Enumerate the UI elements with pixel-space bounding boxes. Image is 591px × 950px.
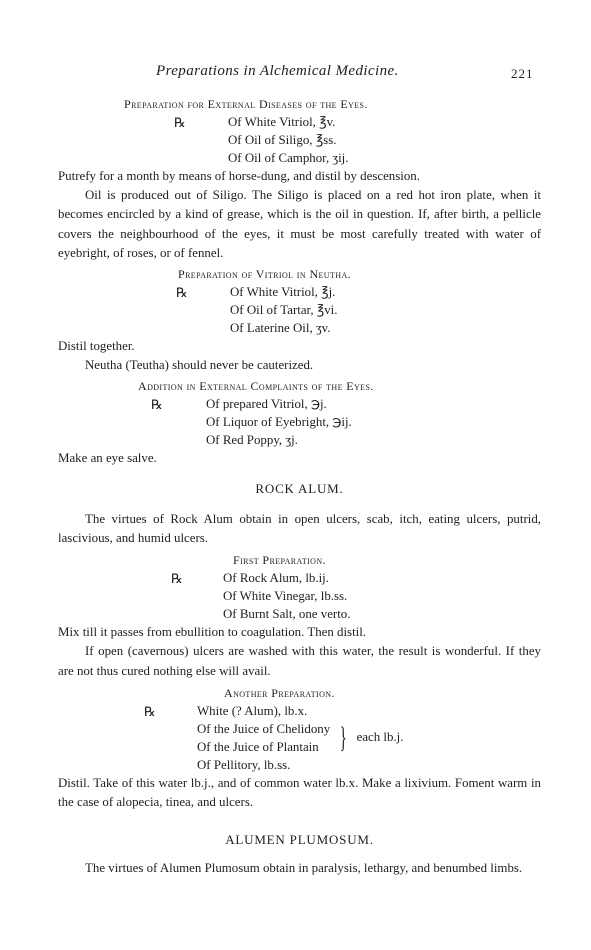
recipe-symbol: ℞ [174,115,186,130]
ingredient-line: Of Burnt Salt, one verto. [223,607,351,622]
first-recipe [171,569,541,623]
eyes-heading: Preparation for External Diseases of the Eyes. [124,97,368,111]
each-quantity: each lb.j. [356,730,404,745]
ingredient-line: Of Rock Alum, lb.ij. [223,571,329,586]
neutha-note: Neutha (Teutha) should never be cauterized. [85,358,314,373]
alumen-plumosum-paragraph: The virtues of Alumen Plumosum obtain in paralysis, lethargy, and benumbed limbs. [85,861,523,876]
recipe-symbol: ℞ [144,703,156,719]
addition-instruction: Make an eye salve. [58,451,157,466]
recipe-symbol: ℞ [151,397,163,413]
first-preparation-heading: First Preparation. [233,553,326,568]
brace-symbol: } [339,720,347,754]
ingredient-line: Of White Vitriol, ℥j. [230,285,336,300]
another-preparation-heading: Another Preparation. [224,685,335,700]
ingredient-line: Of Laterine Oil, ʒv. [230,321,331,336]
page-header [0,62,591,84]
ingredient-line: Of the Juice of Plantain [197,739,319,754]
page-number: 221 [511,66,534,81]
rock-alum-title: ROCK ALUM. [255,480,344,496]
page-body [58,95,541,879]
vitriol-recipe [176,283,541,337]
ingredient-line: Of White Vinegar, lb.ss. [223,589,348,604]
distil-paragraph: Distil. Take of this water lb.j., and of common water lb.x. Make a lixivium. Foment warm in the case of alopecia, tinea, and ulcers. [58,775,541,810]
ingredient-line: Of White Vitriol, ℥v. [228,115,336,129]
ingredient-line: Of Pellitory, lb.ss. [197,757,291,772]
ingredient-line: Of Oil of Tartar, ℥vi. [230,303,338,318]
addition-recipe [151,395,541,449]
running-head: Preparations in Alchemical Medicine. [156,63,399,79]
ingredient-line: Of Liquor of Eyebright, ℈ij. [206,415,352,430]
oil-paragraph: Oil is produced out of Siligo. The Siligo is placed on a red hot iron plate, when it becomes encircled by a kind of grease, which is the oil in question. If, after birth, a pellicle covers the neighbourhood of the eyes, it must be most carefully treated with water of eyebright, of roses, or of fennel. [58,188,541,260]
recipe-symbol: ℞ [171,571,183,587]
cavernous-paragraph: If open (cavernous) ulcers are washed with this water, the result is wonderful. If they are not thus cured nothing else will avail. [58,644,541,678]
eyes-instruction: Putrefy for a month by means of horse-dung, and distil by descension. [58,169,420,183]
alumen-plumosum-title: ALUMEN PLUMOSUM. [225,832,374,848]
ingredient-line: Of the Juice of Chelidony [197,721,331,736]
addition-heading: Addition in External Complaints of the Eyes. [138,379,374,394]
ingredient-line: Of Oil of Camphor, ʒij. [228,151,349,165]
first-instruction: Mix till it passes from ebullition to coagulation. Then distil. [58,625,367,640]
ingredient-line: Of Oil of Siligo, ℥ss. [228,133,337,147]
recipe-symbol: ℞ [176,285,188,301]
another-recipe [144,702,541,774]
ingredient-line: Of Red Poppy, ʒj. [206,433,298,448]
rock-alum-paragraph: The virtues of Rock Alum obtain in open ulcers, scab, itch, eating ulcers, putrid, lascivious, and humid ulcers. [58,511,541,546]
ingredient-line: Of prepared Vitriol, ℈j. [206,397,327,412]
vitriol-heading: Preparation of Vitriol in Neutha. [178,267,352,282]
eyes-recipe [174,113,541,167]
ingredient-line: White (? Alum), lb.x. [197,703,308,718]
vitriol-instruction: Distil together. [58,339,135,354]
brace-group [197,720,541,756]
